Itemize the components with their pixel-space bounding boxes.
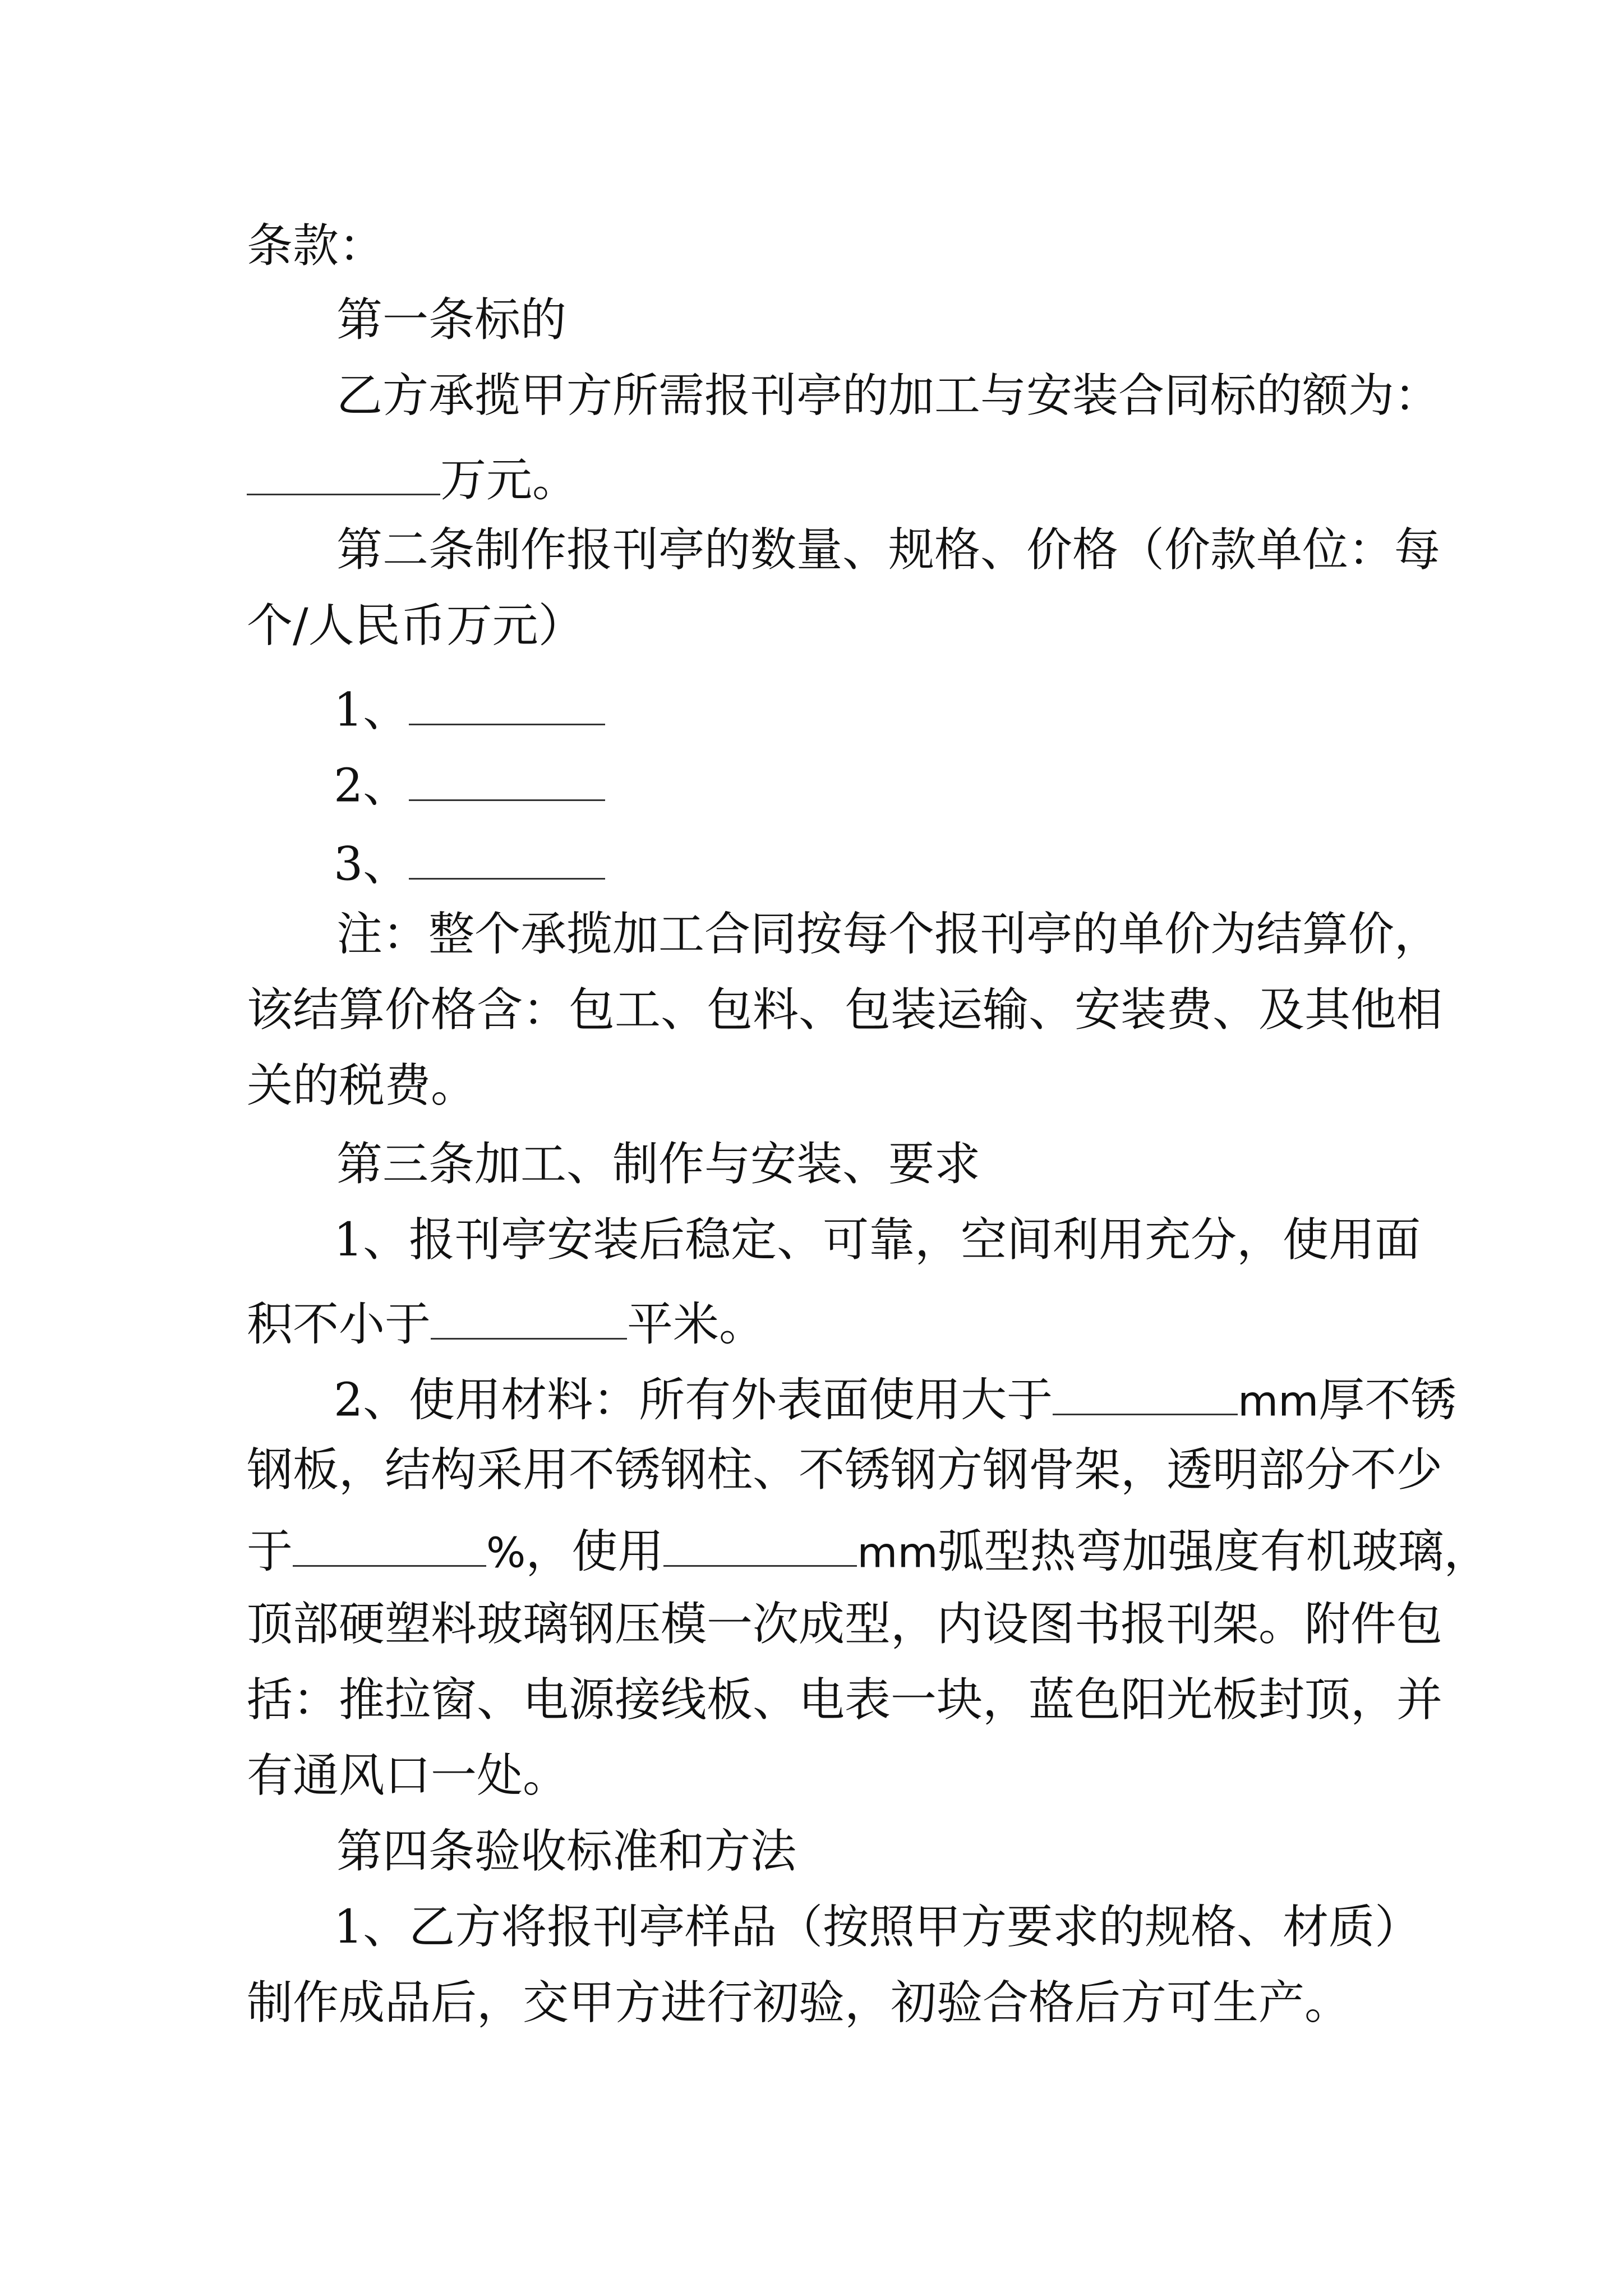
unit-mm: mm (1238, 1377, 1319, 1426)
item-number: 2、 (334, 759, 409, 813)
req2-line3-after: 弧型热弯加强度有机玻璃， (938, 1525, 1490, 1579)
item-number: 1、 (334, 683, 409, 737)
article4-item1-line1: 1、乙方将报刊亭样品（按照甲方要求的规格、材质） (334, 1901, 1421, 1954)
article3-req2-line1 (334, 1372, 1457, 1427)
item-number: 3、 (334, 838, 409, 891)
req2-text-after: 厚不锈 (1318, 1373, 1457, 1427)
article2-item-3 (334, 836, 605, 891)
article3-req2-line6: 有通风口一处。 (247, 1749, 569, 1802)
article1-text (336, 369, 1441, 422)
req1-text-after: 平米。 (627, 1297, 766, 1351)
article2-title-line1: 第二条制作报刊亭的数量、规格、价格（价款单位：每 (336, 523, 1441, 577)
req1-text-before: 积不小于 (247, 1297, 431, 1351)
percent-sign: % (486, 1529, 526, 1577)
unit-mm-2: mm (857, 1529, 938, 1577)
glass-thickness-blank[interactable] (663, 1523, 857, 1567)
article4-item1-line2: 制作成品后，交甲方进行初验，初验合格后方可生产。 (247, 1976, 1351, 2030)
amount-blank[interactable] (247, 452, 440, 495)
req2-text-before: 2、使用材料：所有外表面使用大于 (334, 1373, 1053, 1427)
article2-note-line3: 关的税费。 (247, 1059, 477, 1112)
req2-line3-mid: ，使用 (525, 1525, 664, 1579)
article2-title-line2: 个/人民币万元） (247, 599, 584, 652)
article1-text-after: 万元。 (440, 453, 579, 507)
item-blank[interactable] (409, 682, 605, 725)
article1-amount-line (247, 452, 579, 507)
area-blank[interactable] (431, 1296, 627, 1340)
article3-title: 第三条加工、制作与安装、要求 (336, 1138, 981, 1191)
article4-title: 第四条验收标准和方法 (336, 1825, 797, 1878)
clauses-header: 条款： (247, 219, 385, 273)
article3-req1-line2 (247, 1296, 766, 1351)
article1-text-before: 乙方承揽甲方所需报刊亭的加工与安装合同标的额为： (336, 369, 1441, 422)
thickness-blank[interactable] (1053, 1372, 1238, 1415)
article3-req2-line3 (247, 1523, 1490, 1579)
article2-item-1 (334, 682, 605, 737)
article3-req2-line5: 括：推拉窗、电源接线板、电表一块，蓝色阳光板封顶，并 (247, 1673, 1443, 1727)
transparency-blank[interactable] (293, 1523, 486, 1567)
article1-title: 第一条标的 (336, 293, 567, 347)
article3-req1-line1: 1、报刊亭安装后稳定、可靠，空间利用充分，使用面 (334, 1213, 1421, 1267)
article3-req2-line4: 顶部硬塑料玻璃钢压模一次成型，内设图书报刊架。附件包 (247, 1598, 1443, 1651)
article2-note-line2: 该结算价格含：包工、包料、包装运输、安装费、及其他相 (247, 983, 1443, 1037)
item-blank[interactable] (409, 836, 605, 880)
item-blank[interactable] (409, 757, 605, 801)
req2-line3-before: 于 (247, 1525, 293, 1579)
article3-req2-line2: 钢板，结构采用不锈钢柱、不锈钢方钢骨架，透明部分不少 (247, 1443, 1443, 1497)
article2-item-2 (334, 757, 605, 813)
article2-note-line1: 注：整个承揽加工合同按每个报刊亭的单价为结算价， (336, 908, 1441, 961)
